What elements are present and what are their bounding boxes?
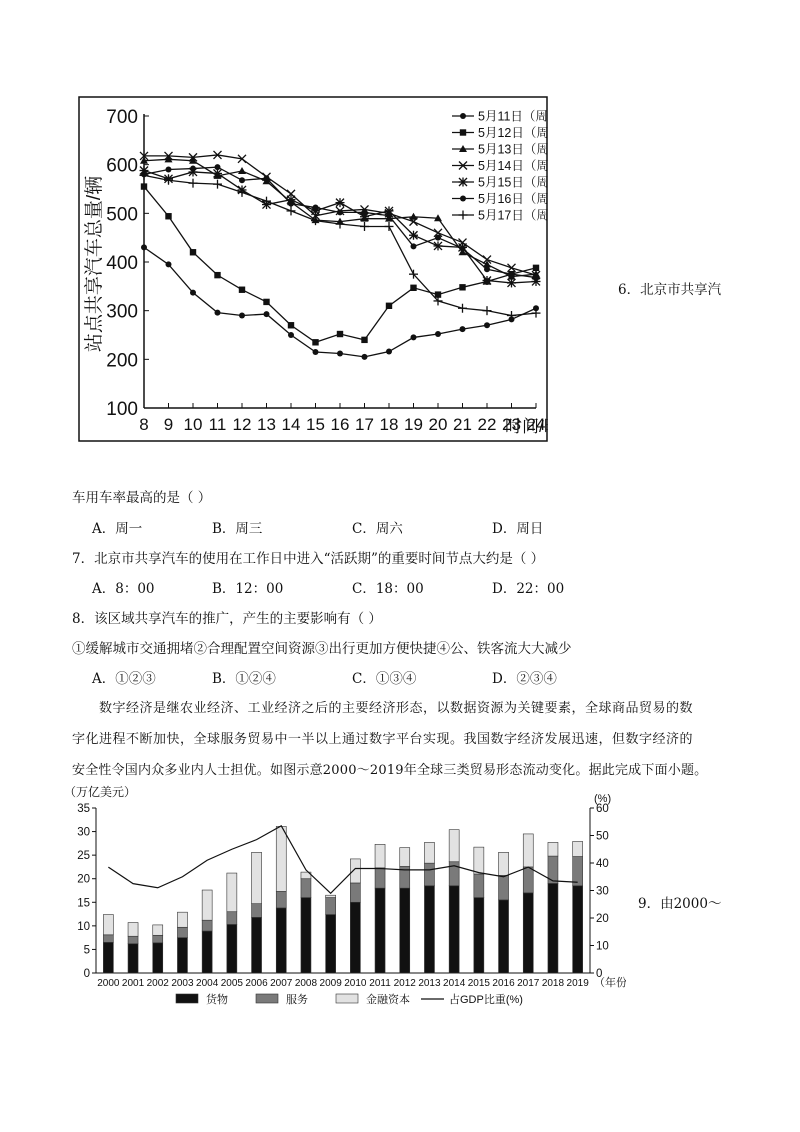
q8-option-a: A．①②③ (92, 671, 156, 687)
chart2-bar-segment (400, 888, 410, 973)
chart2-bar-segment (449, 830, 459, 862)
question-6-head: 6．北京市共享汽 (618, 282, 722, 298)
chart1-point (190, 290, 196, 296)
chart2-bar-segment (202, 890, 212, 920)
chart1-point (190, 166, 196, 172)
chart2-bar-segment (202, 931, 212, 973)
chart2-bar-segment (252, 917, 262, 973)
chart1-x-tick-label: 15 (306, 415, 325, 434)
material-paragraph-line-1: 数字经济是继农业经济、工业经济之后的主要经济形态，以数据资源为关键要素，全球商品贸易的数 (99, 701, 694, 716)
chart1-legend-label: 5月15日（周 (478, 175, 548, 190)
chart1-x-axis-label: 时间/ (505, 417, 544, 436)
chart1-x-tick-label: 16 (330, 415, 350, 434)
material-paragraph-line-2: 字化进程不断加快，全球服务贸易中一半以上通过数字平台实现。我国数字经济发展迅速，但数字经济的 (72, 732, 694, 747)
chart2-year-label: 2007 (270, 978, 293, 989)
chart2-bar-segment (499, 875, 509, 900)
chart2-bar-segment (227, 912, 237, 925)
chart1-point (166, 167, 172, 173)
chart1-point (361, 337, 367, 343)
chart2-bar-segment (153, 925, 163, 935)
chart2-left-tick-label: 10 (77, 920, 90, 933)
chart1-y-axis-label: 站点共享汽车总量/辆 (84, 175, 105, 353)
chart1-point (215, 310, 221, 316)
chart1-legend-marker (460, 129, 466, 135)
chart2-bar-segment (548, 842, 558, 856)
chart2-bar-segment (523, 867, 533, 893)
chart1-point (507, 278, 516, 287)
chart1-point (435, 235, 441, 241)
chart2-year-label: 2009 (319, 978, 342, 989)
chart2-year-label: 2008 (294, 978, 318, 989)
chart1-y-tick-label: 500 (106, 204, 138, 226)
chart1-y-tick-label: 600 (106, 155, 138, 177)
chart2-bar-segment (375, 888, 385, 973)
chart1-point (166, 261, 172, 267)
chart2-left-tick-label: 35 (77, 803, 90, 815)
chart2-bar-segment (128, 923, 138, 937)
chart1-point (483, 276, 492, 285)
chart2-bar-segment (424, 863, 434, 886)
chart1-point (165, 213, 171, 219)
question-9-head: 9．由2000～ (638, 896, 722, 912)
chart2-right-tick-label: 50 (596, 830, 609, 843)
chart2-bar-segment (153, 943, 163, 973)
chart1-x-tick-label: 23 (502, 415, 521, 434)
chart1-point (362, 354, 368, 360)
chart2-year-label: 2006 (245, 978, 268, 989)
chart2-right-tick-label: 60 (596, 803, 609, 815)
chart2-bar-segment (474, 847, 484, 874)
chart2-bar-segment (128, 944, 138, 973)
shared-car-line-chart (78, 96, 548, 442)
chart2-bar-segment (499, 900, 509, 973)
chart2-bar-segment (424, 842, 434, 863)
chart1-point (460, 245, 466, 251)
chart1-x-tick-label: 21 (453, 415, 472, 434)
chart1-point (312, 339, 318, 345)
chart1-point (484, 322, 490, 328)
chart2-bar-segment (103, 915, 113, 935)
chart1-x-tick-label: 20 (428, 415, 448, 434)
chart2-bar-segment (103, 942, 113, 973)
chart1-x-tick-label: 19 (404, 415, 423, 434)
chart2-bar-segment (301, 898, 311, 973)
q6-option-d: D．周日 (492, 521, 544, 537)
chart1-point (190, 249, 196, 255)
chart1-x-tick-label: 12 (232, 415, 252, 434)
chart1-point (337, 209, 343, 215)
chart1-point (214, 272, 220, 278)
chart2-bar-segment (523, 893, 533, 973)
chart2-bar-segment (227, 873, 237, 912)
q6-option-b: B．周三 (212, 521, 263, 537)
chart2-bar-segment (227, 924, 237, 973)
q7-option-c: C．18：00 (352, 581, 424, 597)
chart2-year-label: 2012 (393, 978, 416, 989)
chart2-bar-segment (177, 927, 187, 937)
chart2-bar-segment (326, 895, 336, 897)
chart2-bar-segment (177, 938, 187, 973)
chart2-legend-swatch (336, 994, 358, 1003)
chart2-bar-segment (548, 883, 558, 973)
chart2-bar-segment (573, 841, 583, 856)
chart1-x-tick-label: 13 (257, 415, 276, 434)
trade-chart-svg (66, 780, 626, 1020)
chart2-right-tick-label: 20 (596, 913, 609, 925)
chart2-right-tick-label: 30 (596, 885, 609, 898)
chart2-bar-segment (400, 848, 410, 867)
chart2-right-unit: (%) (594, 793, 612, 805)
chart2-year-label: 2005 (220, 978, 243, 989)
chart1-point (386, 303, 392, 309)
chart2-legend-label: 服务 (286, 994, 308, 1006)
chart2-left-tick-label: 0 (83, 968, 90, 980)
chart1-x-tick-label: 10 (183, 415, 203, 434)
chart1-point (509, 271, 515, 277)
chart2-bar-segment (276, 908, 286, 973)
q7-option-b: B．12：00 (212, 581, 284, 597)
chart1-point (533, 265, 539, 271)
chart1-legend-label: 5月13日（周 (478, 142, 548, 157)
chart2-bar-segment (128, 936, 138, 944)
chart2-left-tick-label: 5 (83, 944, 90, 957)
chart2-legend-label: 金融资本 (366, 994, 410, 1006)
chart1-point (386, 213, 392, 219)
chart2-year-label: 2004 (196, 978, 219, 989)
chart1-point (336, 198, 345, 207)
chart1-point (213, 169, 222, 178)
chart2-bar-segment (202, 920, 212, 931)
chart1-point (484, 266, 490, 272)
chart2-year-unit: （年份 (594, 977, 626, 989)
chart2-right-tick-label: 10 (596, 940, 609, 953)
chart2-year-label: 2016 (492, 978, 515, 989)
chart1-legend-label: 5月17日（周 (478, 208, 548, 223)
chart2-bar-segment (375, 844, 385, 868)
chart1-x-tick-label: 8 (139, 415, 149, 434)
chart1-point (264, 311, 270, 317)
chart2-year-label: 2010 (344, 978, 367, 989)
chart2-bar-segment (350, 883, 360, 902)
chart1-point (288, 322, 294, 328)
q8-option-d: D．②③④ (492, 671, 557, 687)
chart2-bar-segment (276, 891, 286, 908)
chart2-year-label: 2015 (467, 978, 490, 989)
chart2-bar-segment (573, 857, 583, 886)
chart1-x-tick-label: 22 (477, 415, 497, 434)
chart1-point (386, 349, 392, 355)
chart1-point (459, 284, 465, 290)
chart2-left-tick-label: 20 (77, 873, 90, 886)
chart1-point (141, 183, 147, 189)
chart1-point (239, 313, 245, 319)
chart2-bar-segment (499, 852, 509, 875)
chart1-point (410, 285, 416, 291)
chart1-y-tick-label: 300 (106, 301, 138, 323)
chart2-bar-segment (252, 852, 262, 903)
chart2-left-unit: （万亿美元） (66, 785, 137, 799)
chart2-legend-line-label: 占GDP比重(%) (449, 994, 523, 1006)
question-7: 7．北京市共享汽车的使用在工作日中进入“活跃期”的重要时间节点大约是（ ） (72, 551, 545, 567)
chart2-bar-segment (276, 826, 286, 891)
chart2-year-label: 2001 (121, 978, 145, 989)
chart2-bar-segment (350, 902, 360, 973)
chart1-legend-label: 5月11日（周 (478, 109, 548, 124)
chart2-legend-label: 货物 (206, 994, 228, 1006)
chart1-point (264, 175, 270, 181)
chart2-bar-segment (326, 898, 336, 915)
chart2-bar-segment (252, 904, 262, 918)
chart2-year-label: 2000 (97, 978, 120, 989)
q6-option-c: C．周六 (352, 521, 403, 537)
chart2-year-label: 2003 (171, 978, 194, 989)
chart2-year-label: 2013 (418, 978, 441, 989)
chart2-left-tick-label: 25 (77, 850, 90, 863)
chart1-x-tick-label: 17 (355, 415, 374, 434)
q8-option-c: C．①③④ (352, 671, 417, 687)
chart2-right-tick-label: 40 (596, 858, 609, 870)
chart2-bar-segment (424, 886, 434, 973)
chart2-bar-segment (474, 874, 484, 898)
chart2-legend-swatch (176, 994, 198, 1003)
q8-option-b: B．①②④ (212, 671, 276, 687)
chart1-point (313, 349, 319, 355)
question-8-items: ①缓解城市交通拥堵②合理配置空间资源③出行更加方便快捷④公、铁客流大大减少 (72, 641, 572, 657)
chart2-right-tick-label: 0 (596, 968, 603, 980)
chart2-bar-segment (375, 868, 385, 888)
chart1-x-tick-label: 14 (281, 415, 301, 434)
q7-option-d: D．22：00 (492, 581, 565, 597)
chart2-bar-segment (103, 935, 113, 943)
q7-option-a: A．8：00 (92, 581, 155, 597)
chart1-legend-label: 5月14日（周 (478, 159, 548, 173)
question-8: 8．该区域共享汽车的推广，产生的主要影响有（ ） (72, 611, 382, 627)
chart2-bar-segment (573, 886, 583, 973)
chart1-legend-marker (460, 113, 466, 119)
chart1-point (313, 204, 319, 210)
chart1-point (141, 244, 147, 250)
chart1-point (411, 243, 417, 249)
chart2-year-label: 2018 (541, 978, 565, 989)
chart1-point (239, 287, 245, 293)
chart1-legend-marker (459, 178, 468, 187)
shared-car-chart-svg (78, 96, 548, 442)
chart2-legend-swatch (256, 994, 278, 1003)
chart2-year-label: 2019 (566, 978, 589, 989)
chart1-point (288, 201, 294, 207)
chart1-point (409, 231, 418, 240)
chart2-year-label: 2011 (369, 978, 391, 989)
chart2-bar-segment (523, 834, 533, 867)
chart1-y-tick-label: 100 (106, 399, 138, 420)
q6-option-a: A．周一 (92, 521, 143, 537)
chart2-year-label: 2014 (443, 978, 466, 989)
question-6-tail: 车用车率最高的是（ ） (72, 490, 212, 506)
chart1-legend-label: 5月16日（周 (478, 192, 548, 206)
chart1-legend-label: 5月12日（周 (478, 126, 548, 140)
chart2-bar-segment (474, 898, 484, 973)
chart1-point (337, 350, 343, 356)
chart1-point (337, 331, 343, 337)
chart2-year-label: 2002 (146, 978, 169, 989)
chart1-point (434, 241, 443, 250)
chart2-left-tick-label: 15 (77, 897, 90, 910)
chart1-point (263, 299, 269, 305)
chart1-point (435, 331, 441, 337)
chart1-point (362, 209, 368, 215)
chart1-x-tick-label: 11 (208, 415, 227, 434)
chart2-left-tick-label: 30 (77, 826, 90, 839)
chart1-y-tick-label: 400 (106, 253, 138, 274)
chart2-bar-segment (449, 886, 459, 973)
chart2-bar-segment (301, 879, 311, 898)
chart1-point (239, 177, 245, 183)
chart1-point (411, 334, 417, 340)
chart1-x-tick-label: 18 (379, 415, 399, 434)
chart1-x-tick-label: 24 (526, 415, 546, 434)
chart2-bar-segment (350, 859, 360, 883)
chart2-year-label: 2017 (517, 978, 540, 989)
chart2-bar-segment (326, 915, 336, 973)
chart1-y-tick-label: 700 (106, 107, 138, 128)
chart2-bar-segment (153, 935, 163, 943)
trade-bar-chart (66, 780, 626, 1020)
chart1-point (288, 332, 294, 338)
chart2-bar-segment (177, 912, 187, 927)
chart1-x-tick-label: 9 (163, 415, 174, 434)
chart1-point (533, 275, 539, 281)
chart1-point (215, 164, 221, 170)
chart1-y-tick-label: 200 (106, 350, 138, 372)
material-paragraph-line-3: 安全性令国内众多业内人士担优。如图示意2000～2019年全球三类贸易形态流动变化。据此完成下面小题。 (72, 763, 708, 778)
chart1-legend-marker (460, 196, 466, 202)
chart1-point (460, 326, 466, 332)
